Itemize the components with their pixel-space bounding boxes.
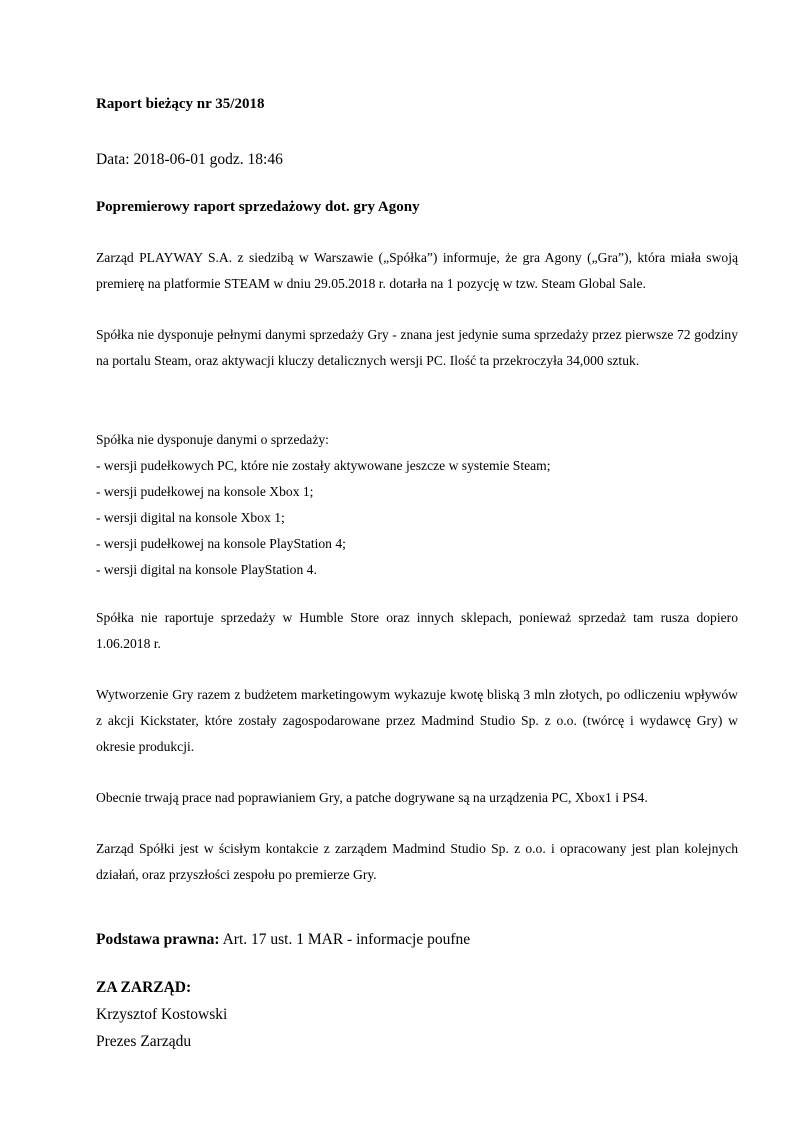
paragraph-patches: Obecnie trwają prace nad poprawianiem Gry, a patche dogrywane są na urządzenia PC, Xbox1 i PS4. (96, 790, 648, 805)
list-item: - wersji pudełkowej na konsole Xbox 1; (96, 484, 314, 499)
list-item: - wersji digital na konsole PlayStation 4. (96, 562, 317, 577)
signature-heading: ZA ZARZĄD: (96, 979, 192, 996)
report-date: Data: 2018-06-01 godz. 18:46 (96, 151, 283, 168)
legal-basis (96, 931, 470, 949)
list-item: - wersji pudełkowej na konsole PlayStation 4; (96, 536, 346, 551)
paragraph-premiere: Zarząd PLAYWAY S.A. z siedzibą w Warszawie („Spółka”) informuje, że gra Agony („Gra”), która miała swoją premierę na platformie STEAM w dniu 29.05.2018 r. dotarła na 1 pozycję w tzw. Steam Global Sale. (96, 250, 738, 291)
missing-data-intro: Spółka nie dysponuje danymi o sprzedaży: (96, 432, 329, 447)
paragraph-missing-data (96, 427, 738, 583)
paragraph-budget: Wytworzenie Gry razem z budżetem marketingowym wykazuje kwotę bliską 3 mln złotych, po odliczeniu wpływów z akcji Kickstater, które zostały zagospodarowane przez Madmind Studio Sp. z o.o. (twórcę i wydawcę Gry) w okresie produkcji. (96, 687, 738, 754)
paragraph-sales-data: Spółka nie dysponuje pełnymi danymi sprzedaży Gry - znana jest jedynie suma sprzedaży przez pierwsze 72 godziny na portalu Steam, oraz aktywacji kluczy detalicznych wersji PC. Ilość ta przekroczyła 34,000 sztuk. (96, 327, 738, 368)
list-item: - wersji pudełkowych PC, które nie zostały aktywowane jeszcze w systemie Steam; (96, 458, 551, 473)
signatory-role: Prezes Zarządu (96, 1033, 192, 1050)
signatory-name: Krzysztof Kostowski (96, 1006, 228, 1023)
list-item: - wersji digital na konsole Xbox 1; (96, 510, 285, 525)
missing-data-list (96, 453, 738, 583)
report-title: Raport bieżący nr 35/2018 (96, 96, 265, 112)
report-subtitle: Popremierowy raport sprzedażowy dot. gry Agony (96, 199, 420, 215)
legal-basis-text: Art. 17 ust. 1 MAR - informacje poufne (219, 931, 471, 948)
paragraph-cooperation: Zarząd Spółki jest w ścisłym kontakcie z zarządem Madmind Studio Sp. z o.o. i opracowany jest plan kolejnych działań, oraz przyszłości zespołu po premierze Gry. (96, 841, 738, 882)
legal-basis-label: Podstawa prawna: (96, 931, 220, 948)
paragraph-humble-store: Spółka nie raportuje sprzedaży w Humble Store oraz innych sklepach, ponieważ sprzedaż tam rusza dopiero 1.06.2018 r. (96, 610, 738, 651)
